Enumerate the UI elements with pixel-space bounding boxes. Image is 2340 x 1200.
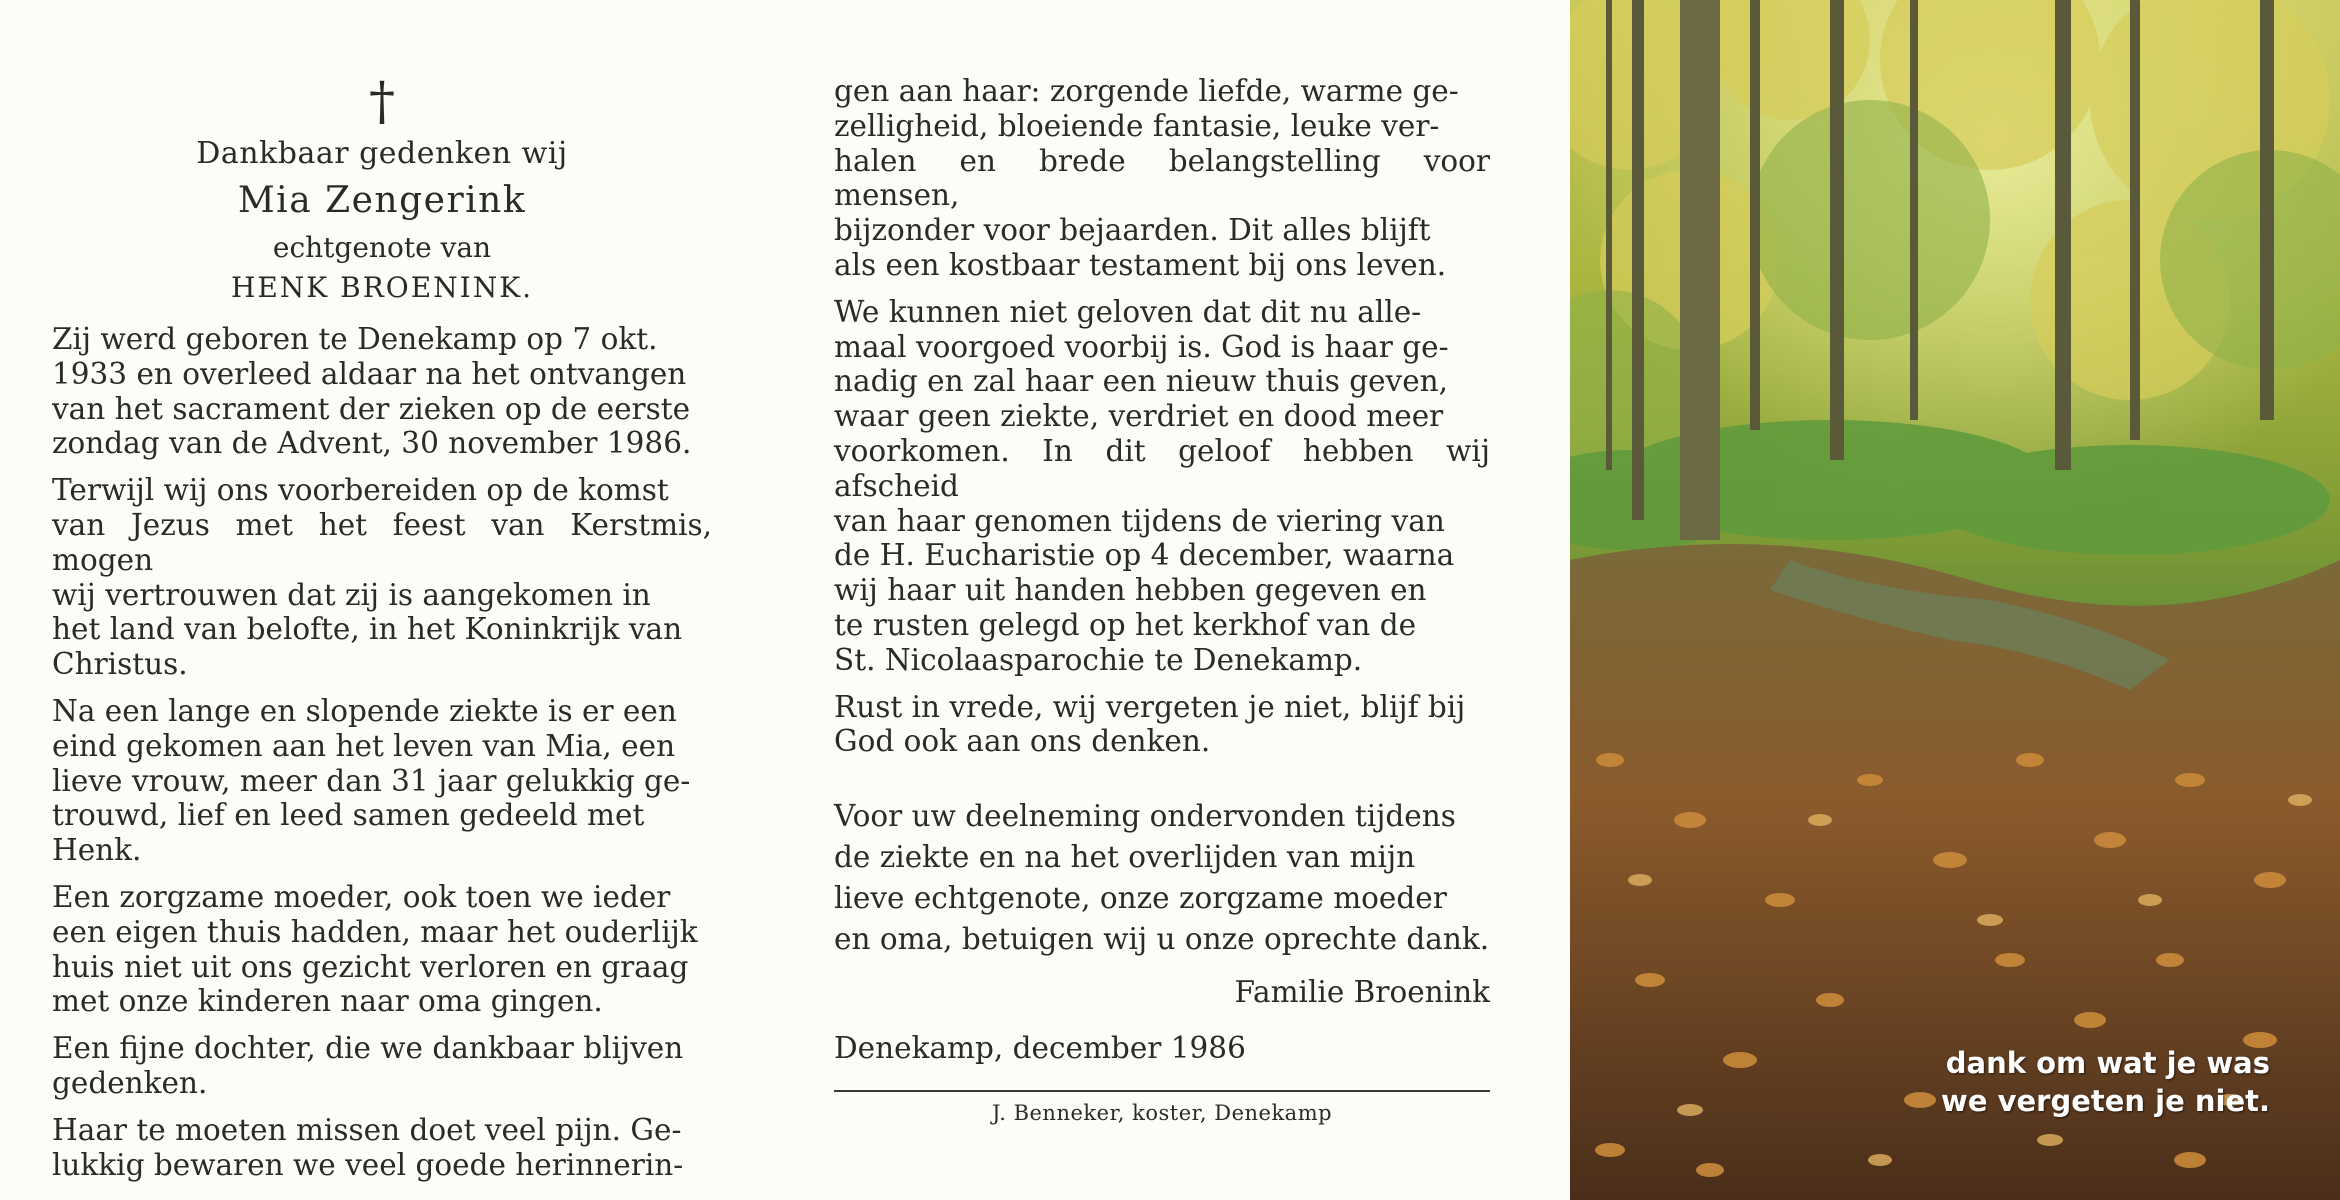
paragraph-birth-death: Zij werd geboren te Denekamp op 7 okt. 1933 en overleed aldaar na het ontvangen van het sacrament der zieken op de eerste zondag van de Advent, 30 november 1986. xyxy=(52,322,692,461)
forest-illustration xyxy=(1570,0,2340,1200)
caption-line-1: dank om wat je was xyxy=(1945,1046,2270,1080)
paragraph-rest-in-peace: Rust in vrede, wij vergeten je niet, blijf bij God ook aan ons denken. xyxy=(834,689,1466,759)
spouse-name: HENK BROENINK. xyxy=(230,271,534,304)
family-signature: Familie Broenink xyxy=(1234,975,1490,1009)
photo-caption xyxy=(1941,1044,2270,1120)
paragraph-faith: We kunnen niet geloven dat dit nu alle- maal voorgoed voorbij is. God is haar ge- nadig en zal haar een nieuw thuis geven, waar geen ziekte, verdriet en dood meer voorkomen. In dit geloof hebben wij afscheid van haar genomen tijdens de viering van de H. Eucharistie op 4 december, waarna wij haar uit handen hebben gegeven en te rusten gelegd op het kerkhof van de St. Nicolaasparochie te Denekamp. xyxy=(834,294,1490,677)
caption-line-2: we vergeten je niet. xyxy=(1941,1084,2270,1118)
spouse-prefix: echtgenote van xyxy=(272,231,492,264)
card-header xyxy=(52,72,712,308)
paragraph-illness: Na een lange en slopende ziekte is er een eind gekomen aan het leven van Mia, een lieve vrouw, meer dan 31 jaar gelukkig ge- trouwd, lief en leed samen gedeeld met Henk. xyxy=(52,693,691,868)
middle-column xyxy=(834,74,1490,771)
paragraph-daughter: Een fijne dochter, die we dankbaar blijven gedenken. xyxy=(52,1031,684,1100)
paragraph-memories: gen aan haar: zorgende liefde, warme ge- zelligheid, bloeiende fantasie, leuke ver- halen en brede belangstelling voor mensen, bijzonder voor bejaarden. Dit alles blijft als een kostbaar testament bij ons leven. xyxy=(834,74,1490,282)
paragraph-mother: Een zorgzame moeder, ook toen we ieder een eigen thuis hadden, maar het ouderlijk huis niet uit ons gezicht verloren en graag met onze kinderen naar oma gingen. xyxy=(52,879,698,1019)
cross-icon: † xyxy=(369,72,395,132)
left-column xyxy=(52,72,712,1194)
printer-credit: J. Benneker, koster, Denekamp xyxy=(991,1101,1333,1125)
deceased-name: Mia Zengerink xyxy=(237,180,527,221)
intro-line: Dankbaar gedenken wij xyxy=(196,136,568,171)
divider xyxy=(834,1090,1490,1092)
thanks-paragraph: Voor uw deelneming ondervonden tijdens de ziekte en na het overlijden van mijn lieve echtgenote, onze zorgzame moeder en oma, betuigen wij u onze oprechte dank. xyxy=(834,799,1490,956)
paragraph-missing: Haar te moeten missen doet veel pijn. Ge- lukkig bewaren we veel goede herinnerin- xyxy=(52,1112,684,1182)
thanks-block xyxy=(834,796,1490,1128)
paragraph-christmas: Terwijl wij ons voorbereiden op de komst van Jezus met het feest van Kerstmis, mogen wij vertrouwen dat zij is aangekomen in het land van belofte, in het Koninkrijk van Christus. xyxy=(52,473,712,682)
place-date: Denekamp, december 1986 xyxy=(834,1031,1246,1065)
forest-photo xyxy=(1570,0,2340,1200)
